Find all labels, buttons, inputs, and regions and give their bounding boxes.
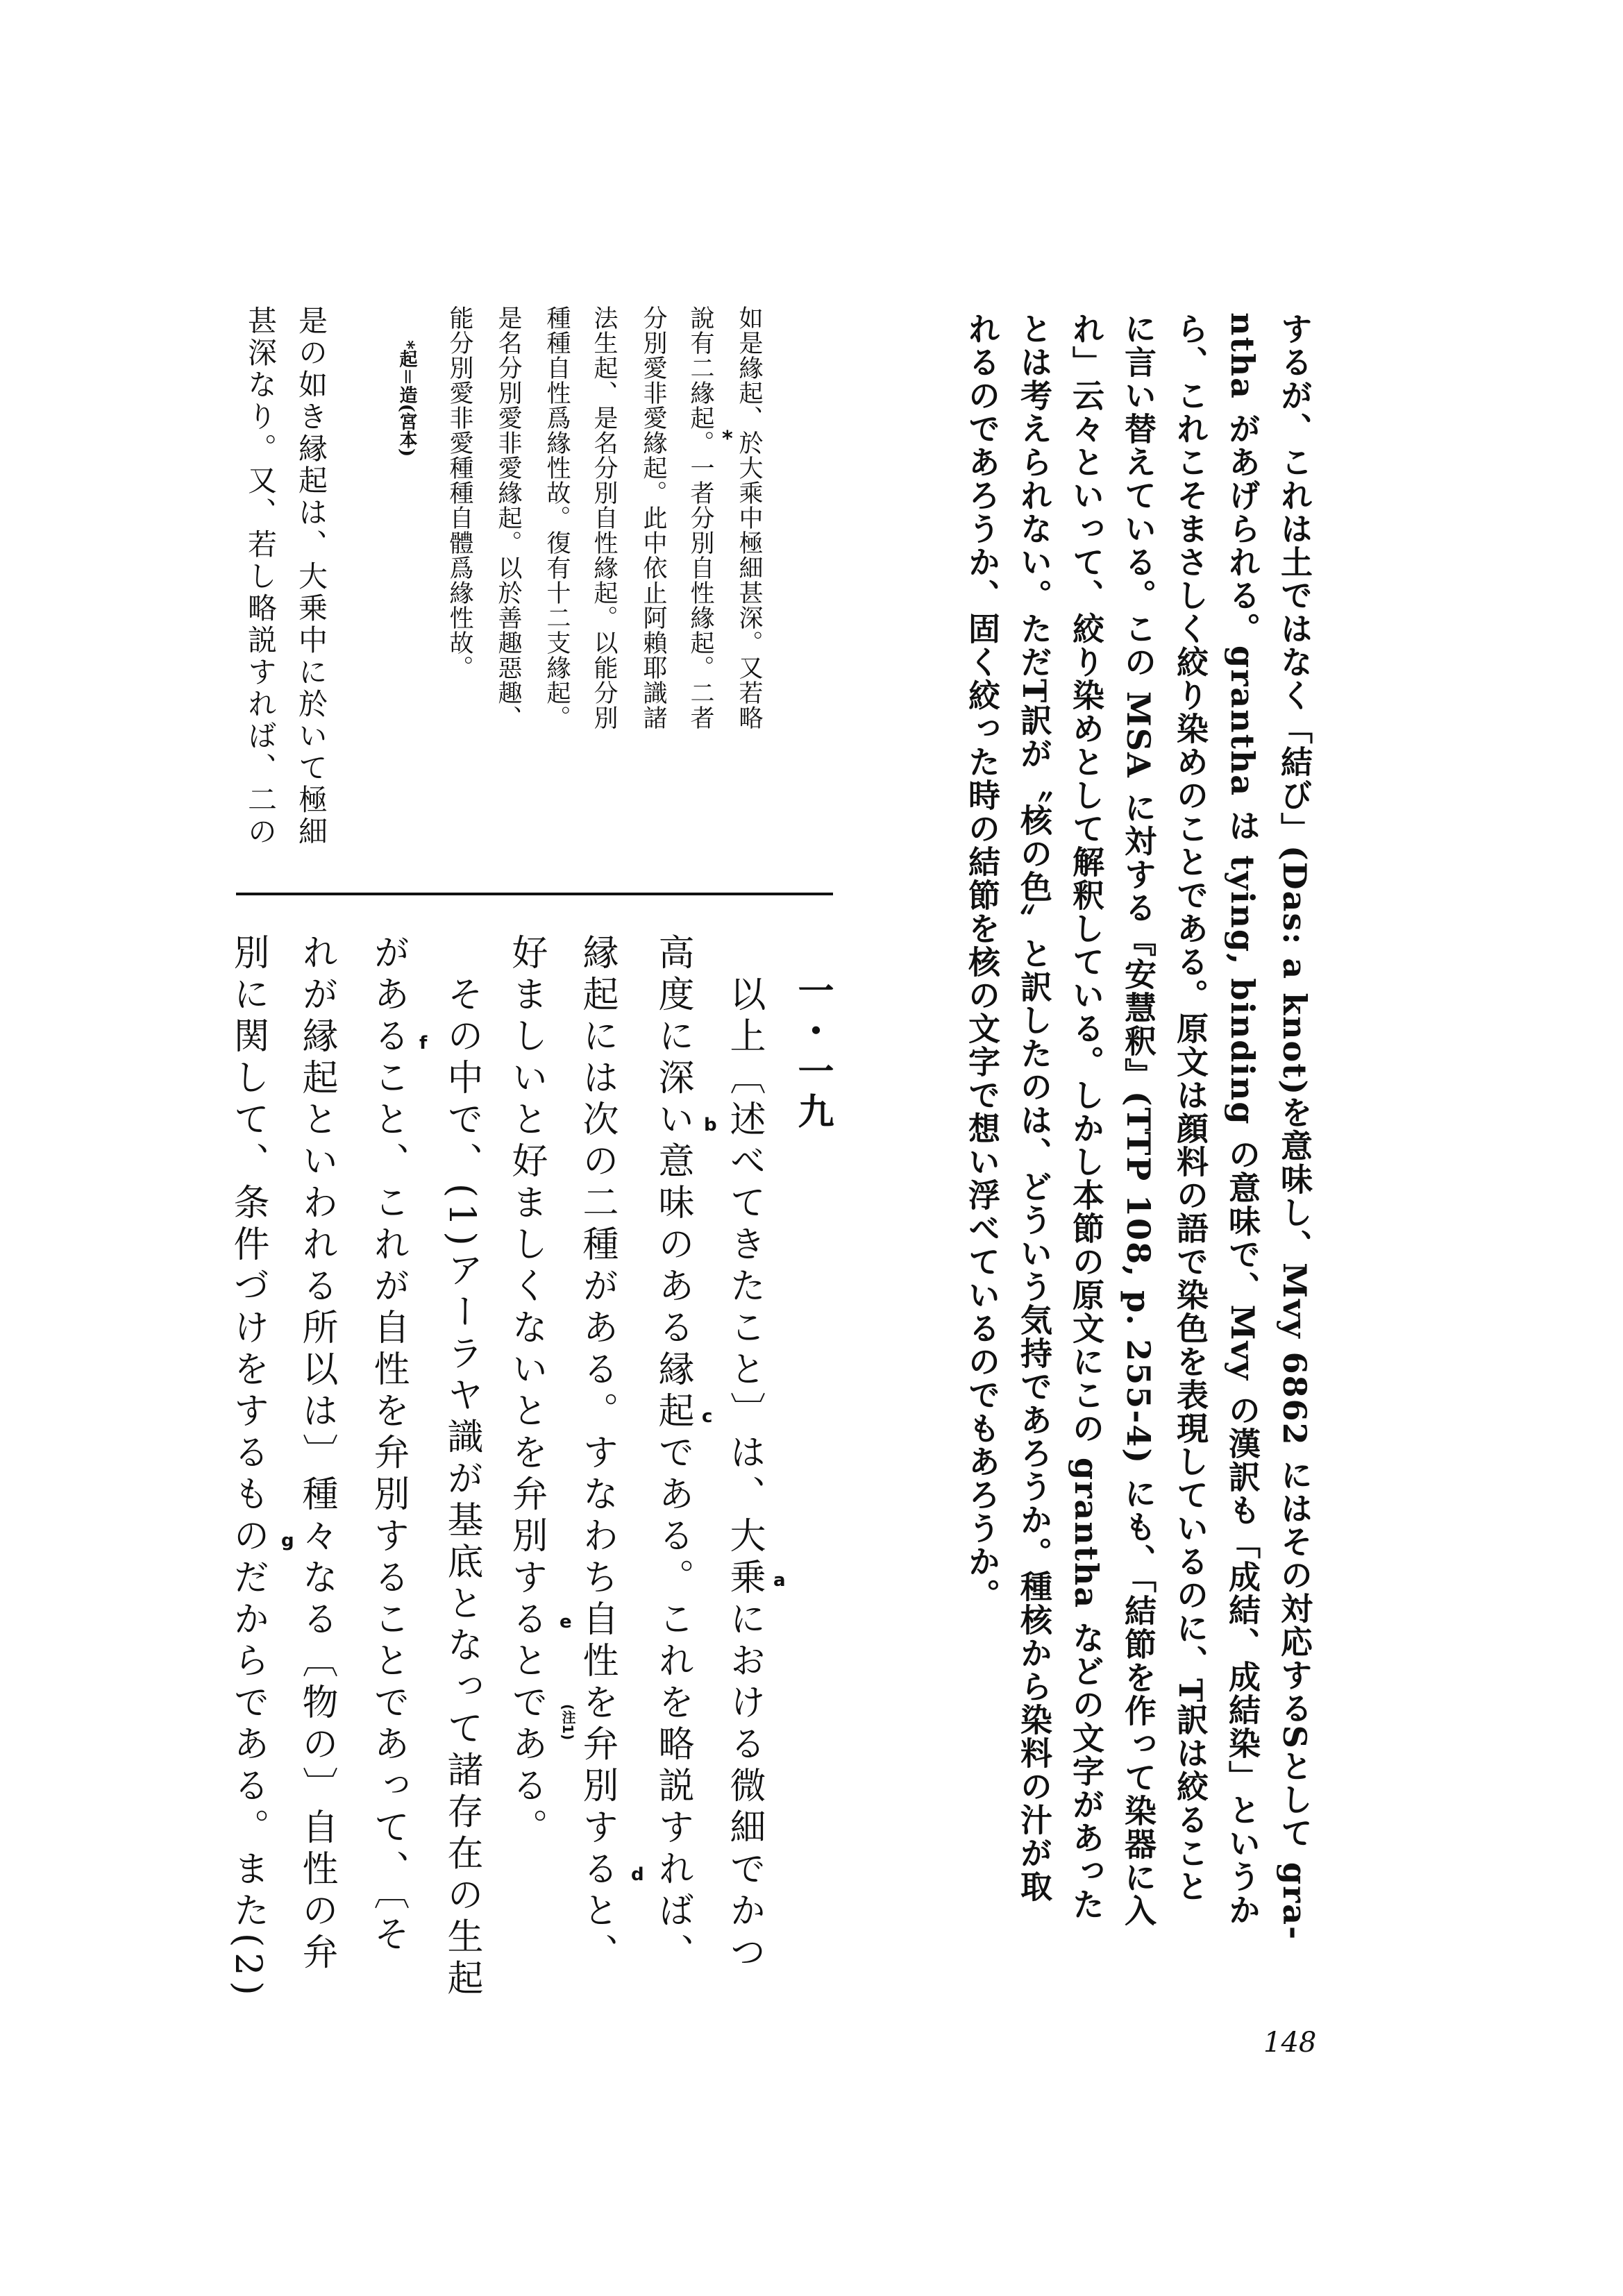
note-reference: (注1) [560, 1704, 576, 1741]
commentary-column: とは考えられない。ただT訳が〝核の色〟と訳したのは、どういう気持であろうか。種核から染料の汁が取 [1016, 312, 1053, 1904]
section-text-column: その中で、(1)アーラヤ識が基底となって諸存在の生起 [441, 934, 482, 2001]
page-number: 148 [1263, 2027, 1317, 2059]
footnote: *起＝造(宮本) [396, 340, 417, 457]
chinese-text-column: 能分別愛非愛種種自體爲緣性故。 [446, 305, 473, 680]
commentary-column: れるのであろうか、固く絞った時の結節を核の文字で想い浮べているのでもあろうか。 [964, 312, 1001, 1612]
section-text-column: 高度に深い意味のある縁起である。これを略説すれば、 [652, 934, 693, 1975]
commentary-column: に言い替えている。この MSA に対する『安慧釈』(TTP 108, p. 255-4) にも、「結節を作って染器に入 [1120, 312, 1157, 1928]
chinese-text-column: 分別愛非愛緣起。此中依止阿賴耶識諸 [639, 305, 667, 730]
section-text-column: 好ましいと好ましくないとを弁別するとである。 [505, 934, 547, 1850]
chinese-text-column: 說有二緣起。一者分別自性緣起。二者 [687, 305, 714, 730]
commentary-column: ntha があげられる。grantha は tying, binding の意味で、Mvy の漢訳も「成結、成結染」というか [1224, 312, 1261, 1927]
section-heading: 一・一九 [791, 972, 834, 1133]
chinese-text-column: 是名分別愛非愛緣起。以於善趣惡趣、 [494, 305, 522, 730]
section-divider [236, 893, 833, 895]
annotation-mark-c: c [702, 1406, 713, 1427]
annotation-mark-a: a [773, 1570, 786, 1591]
annotation-mark-e: e [560, 1612, 572, 1632]
section-text-column: れが縁起といわれる所以は〕種々なる〔物の〕自性の弁 [296, 934, 337, 1975]
section-text-column: 縁起には次の二種がある。すなわち自性を弁別すると、 [576, 934, 618, 1975]
reading-column: 甚深なり。又、若し略説すれば、二の [244, 305, 278, 848]
annotation-mark-b: b [704, 1115, 717, 1136]
commentary-column: れ」云々といって、絞り染めとして解釈している。しかし本節の原文にこの grantha などの文字があった [1068, 312, 1105, 1922]
chinese-text-column: 種種自性爲緣性故。復有十二支緣起。 [543, 305, 571, 730]
chinese-text-column: 法生起、是名分別自性緣起。以能分別 [590, 305, 618, 730]
section-text-column: 別に関して、条件づけをするものだからである。また(2) [227, 934, 269, 2001]
chinese-text-column: 如是緣起、於大乘中極細甚深。又若略 [735, 305, 763, 730]
asterisk-mark: * [722, 427, 733, 451]
annotation-mark-f: f [419, 1033, 428, 1054]
annotation-mark-d: d [631, 1864, 644, 1885]
commentary-column: するが、これは土ではなく「結び」(Das: a knot)を意味し、Mvy 6862 にはその対応するSとして gra- [1276, 312, 1313, 1941]
section-text-column: があること、これが自性を弁別することであって、〔そ [367, 934, 409, 1957]
reading-column: 是の如き縁起は、大乗中に於いて極細 [294, 305, 328, 848]
section-text-column: 以上〔述べてきたこと〕は、大乗における微細でかつ [723, 934, 765, 1975]
annotation-mark-g: g [281, 1530, 294, 1551]
commentary-column: ら、これこそまさしく絞り染めのことである。原文は顔料の語で染色を表現しているのに、T訳は絞ること [1172, 312, 1209, 1904]
